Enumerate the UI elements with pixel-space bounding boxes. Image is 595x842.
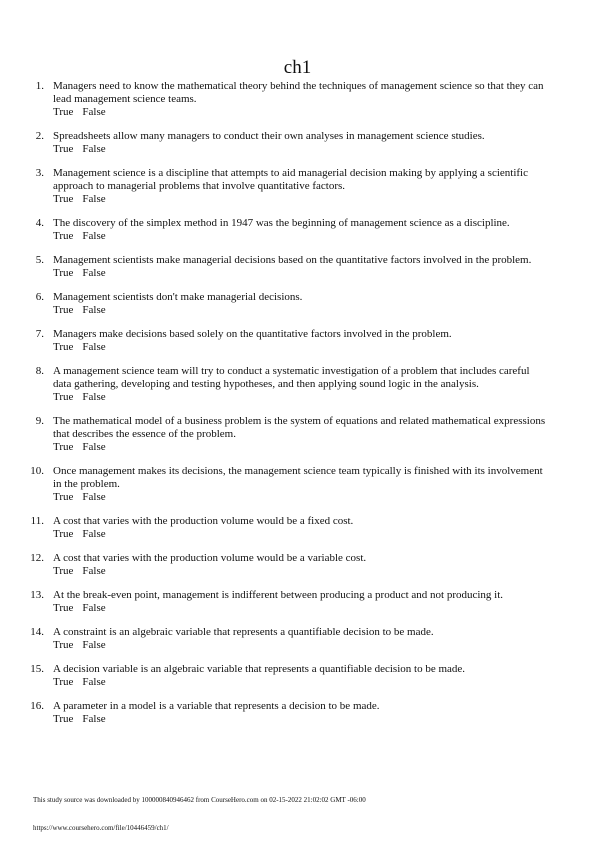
question-text: The mathematical model of a business problem is the system of equations and related mathematical expressions that describes the essence of the problem. <box>53 415 546 440</box>
question-item <box>0 515 595 541</box>
question-text: A constraint is an algebraic variable that represents a quantifiable decision to be made. <box>53 626 434 638</box>
document-title: ch1 <box>283 57 312 78</box>
question-number: 9. <box>35 415 44 427</box>
question-number: 4. <box>35 217 44 229</box>
question-item <box>0 552 595 578</box>
question-item <box>0 663 595 689</box>
answer-true[interactable]: True <box>53 528 74 540</box>
answer-options <box>53 304 595 317</box>
answer-false[interactable]: False <box>82 565 106 577</box>
question-text: A cost that varies with the production volume would be a fixed cost. <box>53 515 354 527</box>
question-number: 10. <box>30 465 44 477</box>
answer-true[interactable]: True <box>53 143 74 155</box>
question-number: 8. <box>35 365 44 377</box>
answer-options <box>53 491 595 504</box>
question-text: Management science is a discipline that attempts to aid managerial decision making by applying a scientific approach to managerial problems that involve quantitative factors. <box>53 167 528 192</box>
question-item <box>0 626 595 652</box>
question-item <box>0 167 595 206</box>
question-item <box>0 365 595 404</box>
answer-false[interactable]: False <box>82 602 106 614</box>
answer-options <box>53 713 595 726</box>
question-text: The discovery of the simplex method in 1947 was the beginning of management science as a discipline. <box>53 217 510 229</box>
answer-true[interactable]: True <box>53 267 74 279</box>
answer-options <box>53 639 595 652</box>
answer-false[interactable]: False <box>82 193 106 205</box>
answer-options <box>53 143 595 156</box>
question-item <box>0 328 595 354</box>
question-number: 13. <box>30 589 44 601</box>
answer-false[interactable]: False <box>82 491 106 503</box>
answer-options <box>53 441 595 454</box>
answer-options <box>53 106 595 119</box>
answer-true[interactable]: True <box>53 602 74 614</box>
answer-true[interactable]: True <box>53 341 74 353</box>
answer-options <box>53 230 595 243</box>
answer-options <box>53 341 595 354</box>
answer-options <box>53 602 595 615</box>
answer-true[interactable]: True <box>53 391 74 403</box>
answer-true[interactable]: True <box>53 230 74 242</box>
question-list <box>0 80 595 737</box>
question-number: 12. <box>30 552 44 564</box>
answer-options <box>53 676 595 689</box>
answer-true[interactable]: True <box>53 441 74 453</box>
question-number: 1. <box>35 80 44 92</box>
question-item <box>0 415 595 454</box>
question-number: 15. <box>30 663 44 675</box>
question-number: 3. <box>35 167 44 179</box>
answer-true[interactable]: True <box>53 106 74 118</box>
answer-true[interactable]: True <box>53 713 74 725</box>
question-number: 7. <box>35 328 44 340</box>
answer-false[interactable]: False <box>82 304 106 316</box>
answer-false[interactable]: False <box>82 106 106 118</box>
question-item <box>0 700 595 726</box>
answer-false[interactable]: False <box>82 713 106 725</box>
answer-false[interactable]: False <box>82 143 106 155</box>
question-text: A management science team will try to conduct a systematic investigation of a problem that includes careful data gathering, developing and testing hypotheses, and then applying sound logic in the analysis. <box>53 365 530 390</box>
answer-true[interactable]: True <box>53 565 74 577</box>
answer-options <box>53 528 595 541</box>
question-number: 11. <box>30 515 44 527</box>
question-item <box>0 217 595 243</box>
question-number: 14. <box>30 626 44 638</box>
answer-options <box>53 565 595 578</box>
answer-true[interactable]: True <box>53 639 74 651</box>
footer-url[interactable]: https://www.coursehero.com/file/10446459/ch1/ <box>33 824 169 832</box>
question-text: Management scientists make managerial decisions based on the quantitative factors involved in the problem. <box>53 254 532 266</box>
answer-false[interactable]: False <box>82 230 106 242</box>
answer-false[interactable]: False <box>82 267 106 279</box>
question-text: A cost that varies with the production volume would be a variable cost. <box>53 552 367 564</box>
answer-false[interactable]: False <box>82 676 106 688</box>
question-item <box>0 130 595 156</box>
question-text: A parameter in a model is a variable that represents a decision to be made. <box>53 700 380 712</box>
answer-options <box>53 267 595 280</box>
question-item <box>0 291 595 317</box>
answer-false[interactable]: False <box>82 639 106 651</box>
question-text: Spreadsheets allow many managers to conduct their own analyses in management science studies. <box>53 130 485 142</box>
question-text: Managers make decisions based solely on the quantitative factors involved in the problem. <box>53 328 452 340</box>
answer-true[interactable]: True <box>53 193 74 205</box>
answer-true[interactable]: True <box>53 676 74 688</box>
answer-false[interactable]: False <box>82 528 106 540</box>
question-text: A decision variable is an algebraic variable that represents a quantifiable decision to be made. <box>53 663 466 675</box>
question-number: 16. <box>30 700 44 712</box>
answer-true[interactable]: True <box>53 491 74 503</box>
question-item <box>0 589 595 615</box>
answer-options <box>53 391 595 404</box>
question-text: At the break-even point, management is indifferent between producing a product and not producing it. <box>53 589 504 601</box>
answer-options <box>53 193 595 206</box>
answer-false[interactable]: False <box>82 341 106 353</box>
answer-true[interactable]: True <box>53 304 74 316</box>
footer-source-note: This study source was downloaded by 100000840946462 from CourseHero.com on 02-15-2022 21:02:02 GMT -06:00 <box>33 796 366 804</box>
question-item <box>0 254 595 280</box>
question-text: Once management makes its decisions, the management science team typically is finished with its involvement in the problem. <box>53 465 543 490</box>
question-number: 6. <box>35 291 44 303</box>
answer-false[interactable]: False <box>82 441 106 453</box>
question-number: 2. <box>35 130 44 142</box>
answer-false[interactable]: False <box>82 391 106 403</box>
question-item <box>0 80 595 119</box>
question-number: 5. <box>35 254 44 266</box>
question-text: Management scientists don't make managerial decisions. <box>53 291 303 303</box>
question-item <box>0 465 595 504</box>
question-text: Managers need to know the mathematical theory behind the techniques of management science so that they can lead management science teams. <box>53 80 544 105</box>
